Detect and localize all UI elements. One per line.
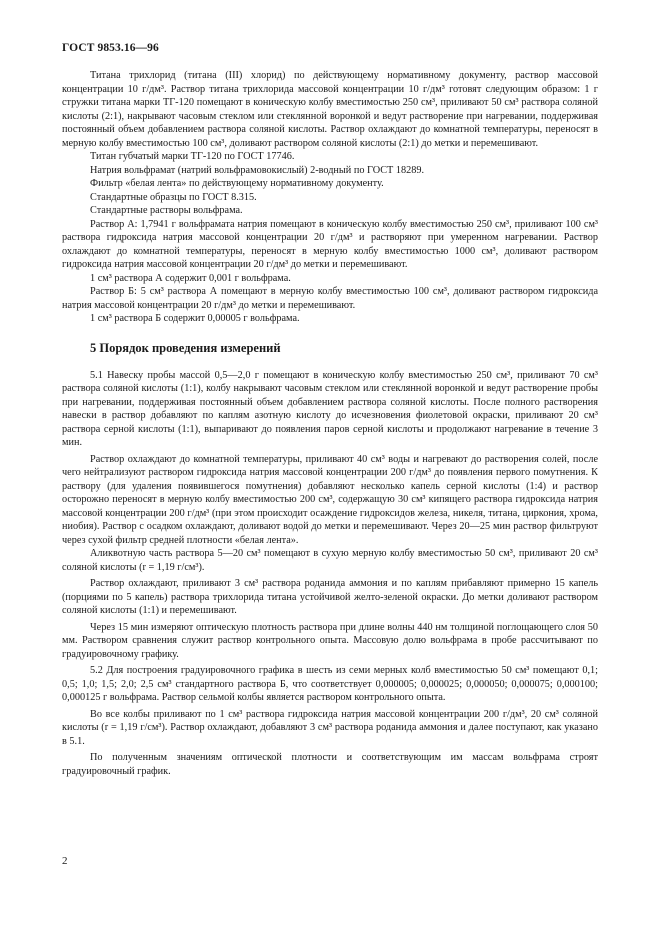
document-header: ГОСТ 9853.16—96	[62, 42, 159, 54]
paragraph-sodium-tungstate: Натрия вольфрамат (натрий вольфрамовокислый) 2-водный по ГОСТ 18289.	[90, 164, 425, 176]
paragraph-titanium-trichloride: Титана трихлорид (титана (III) хлорид) по действующему нормативному документу, раствор массовой концентрации 10 г/дм³. Раствор титана трихлорида массовой концентрации 10 г/дм³ готовят следующим образом: 1 г стружки титана марки ТГ-120 помещают в коническую колбу вместимостью 250 см³, приливают 50 см³ раствора соляной кислоты (2:1), накрывают часовым стеклом или стеклянной воронкой и ведут растворение при нагревании, поддерживая постоянный объем добавлением раствора соляной кислоты. Раствор охлаждают до комнатной температуры, переносят в мерную колбу вместимостью 100 см³, доливают раствором соляной кислоты (2:1) до метки и перемешивают.	[62, 70, 598, 149]
paragraph-standard-solutions: Стандартные растворы вольфрама.	[90, 205, 243, 216]
paragraph-filter: Фильтр «белая лента» по действующему нормативному документу.	[90, 178, 384, 189]
paragraph-graph: По полученным значениям оптической плотности и соответствующим им массам вольфрама строят градуировочный график.	[62, 752, 598, 777]
paragraph-standard-samples: Стандартные образцы по ГОСТ 8.315.	[90, 191, 257, 203]
paragraph-solution-a: Раствор А: 1,7941 г вольфрамата натрия помещают в коническую колбу вместимостью 250 см³, приливают 100 см³ раствора гидроксида натрия массовой концентрации 20 г/дм³ и растворяют при умеренном нагревании. Раствор охлаждают до комнатной температуры, переносят в мерную колбу вместимостью 1000 см³, доливают раствором гидроксида натрия массовой концентрации 20 г/дм³ до метки и перемешивают.	[62, 218, 598, 270]
paragraph-titanium-sponge: Титан губчатый марки ТГ-120 по ГОСТ 17746.	[90, 151, 295, 162]
paragraph-5-2: 5.2 Для построения градуировочного графика в шесть из семи мерных колб вместимостью 50 см³ помещают 0,1; 0,5; 1,0; 1,5; 2,0; 2,5 см³ стандартного раствора Б, что соответствует 0,000005; 0,000025; 0,000050; 0,000075; 0,000100; 0,000125 г вольфрама. Раствор сельмой колбы является раствором контрольного опыта.	[62, 665, 598, 703]
paragraph-aliquot: Аликвотную часть раствора 5—20 см³ помещают в сухую мерную колбу вместимостью 50 см³, приливают 20 см³ соляной кислоты (r = 1,19 г/см³).	[62, 548, 598, 573]
paragraph-all-flasks: Во все колбы приливают по 1 см³ раствора гидроксида натрия массовой концентрации 200 г/дм³, 20 см³ соляной кислоты (r = 1,19 г/см³). Раствор охлаждают, добавляют 3 см³ раствора роданида аммония и далее поступают, как указано в 5.1.	[62, 708, 598, 747]
paragraph-solution-b: Раствор Б: 5 см³ раствора А помещают в мерную колбу вместимостью 100 см³, доливают раствором гидроксида натрия массовой концентрации 20 г/дм³ до метки и перемешивают.	[62, 286, 598, 311]
paragraph-rhodanide: Раствор охлаждают, приливают 3 см³ раствора роданида аммония и по каплям прибавляют примерно 15 капель (порциями по 5 капель) раствора трихлорида титана устойчивой желто-зеленой окраски. До метки доливают раствором соляной кислоты (1:1) и перемешивают.	[62, 578, 598, 616]
paragraph-solution-b-content: 1 см³ раствора Б содержит 0,00005 г вольфрама.	[90, 313, 300, 324]
paragraph-cooling: Раствор охлаждают до комнатной температуры, приливают 40 см³ воды и нагревают до растворения солей, после чего нейтрализуют раствором гидроксида натрия массовой концентрации 200 г/дм³ до появления первого помутнения. К раствору (для удаления появившегося помутнения) добавляют несколько капель серной кислоты (1:4) и раствор осторожно переносят в мерную колбу вместимостью 200 см³, содержащую 30 см³ кипящего раствора гидроксида натрия массовой концентрации 200 г/дм³ (при этом происходит осаждение гидроксидов железа, никеля, титана, циркония, хрома, ниобия). Раствор с осадком охлаждают, доливают водой до метки и перемешивают. Через 20—25 мин раствор фильтруют через сухой фильтр средней плотности «белая лента».	[62, 453, 598, 546]
paragraph-solution-a-content: 1 см³ раствора А содержит 0,001 г вольфрама.	[90, 272, 291, 284]
document-body	[62, 69, 598, 778]
page-number: 2	[62, 855, 68, 867]
section-heading: 5 Порядок проведения измерений	[90, 340, 281, 355]
paragraph-5-1: 5.1 Навеску пробы массой 0,5—2,0 г помещают в коническую колбу вместимостью 250 см³, приливают 70 см³ раствора соляной кислоты (1:1), колбу накрывают часовым стеклом или стеклянной воронкой и ведут растворение пробы при нагревании, поддерживая постоянный объем добавлением раствора соляной кислоты. После полного растворения навески в раствор добавляют по каплям азотную кислоту до исчезновения фиолетовой окраски, приливают 20 см³ раствора серной кислоты (1:1), выпаривают до появления паров серной кислоты и продолжают нагревание в течение 3 мин.	[62, 369, 598, 448]
paragraph-optical-density: Через 15 мин измеряют оптическую плотность раствора при длине волны 440 нм толщиной поглощающего слоя 50 мм. Раствором сравнения служит раствор контрольного опыта. Массовую долю вольфрама в пробе рассчитывают по градуировочному графику.	[62, 621, 598, 660]
